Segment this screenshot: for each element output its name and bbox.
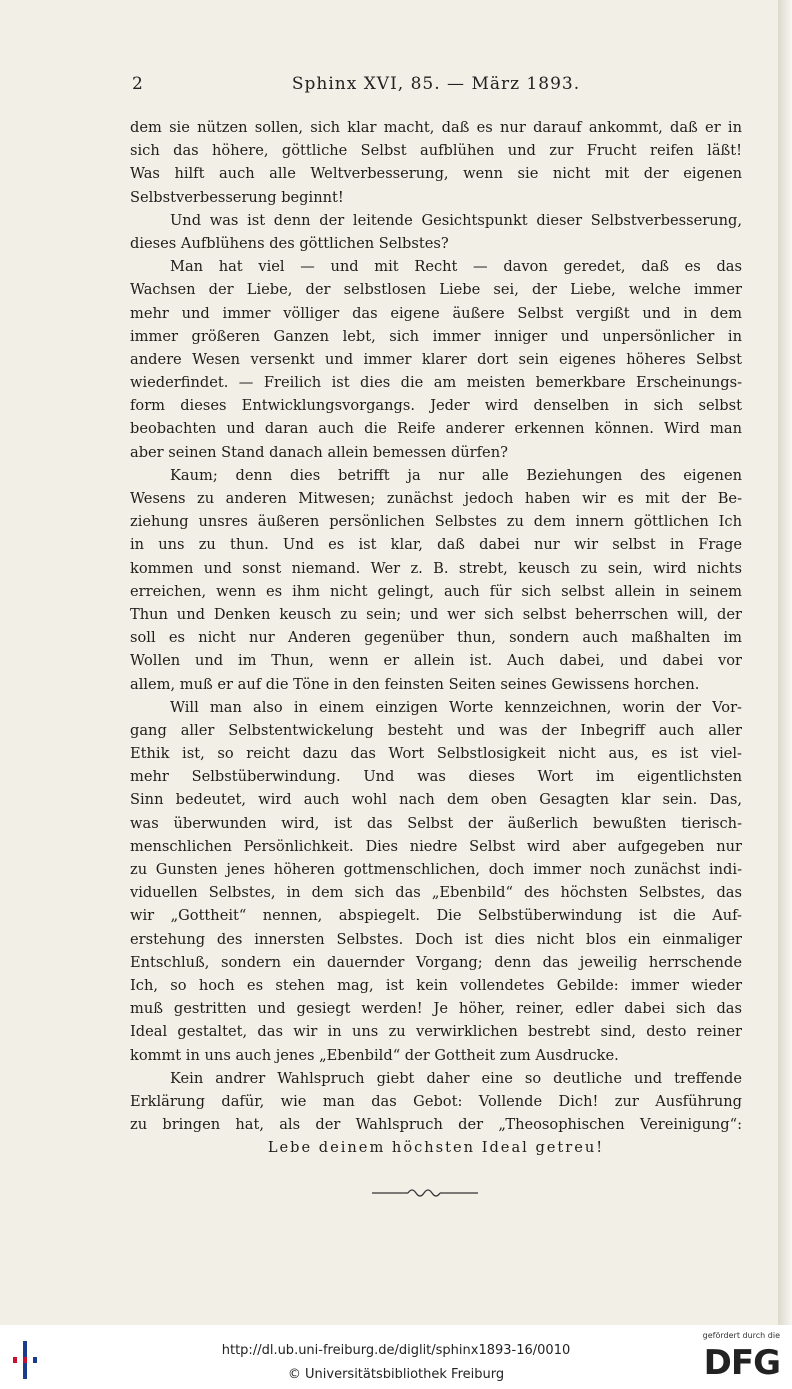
text-line: sich das höhere, göttliche Selbst aufblühen und zur Frucht reifen läßt! xyxy=(130,142,742,160)
text-line: erstehung des innersten Selbstes. Doch ist dies nicht blos ein einmaliger xyxy=(130,930,742,948)
text-line: Ethik ist, so reicht dazu das Wort Selbstlosigkeit nicht aus, es ist viel- xyxy=(130,745,742,763)
text-line: allem, muß er auf die Töne in den feinsten Seiten seines Gewissens horchen. xyxy=(130,675,700,693)
text-line: menschlichen Persönlichkeit. Dies niedre Selbst wird aber aufgegeben nur xyxy=(130,837,742,855)
footer-bar xyxy=(0,1325,792,1389)
text-line: Erklärung dafür, wie man das Gebot: Vollende Dich! zur Ausführung xyxy=(130,1092,742,1110)
page-number: 2 xyxy=(132,74,143,94)
text-line: soll es nicht nur Anderen gegenüber thun, sondern auch maßhalten im xyxy=(130,629,742,647)
motto-line: Lebe deinem höchsten Ideal getreu! xyxy=(267,1139,605,1157)
text-line: Kaum; denn dies betrifft ja nur alle Beziehungen des eigenen xyxy=(170,466,742,484)
text-line: Thun und Denken keusch zu sein; und wer sich selbst beherrschen will, der xyxy=(130,605,742,623)
text-line: Kein andrer Wahlspruch giebt daher eine so deutliche und treffende xyxy=(170,1069,742,1087)
text-line: muß gestritten und gesiegt werden! Je höher, reiner, edler dabei sich das xyxy=(130,1000,742,1018)
text-line: dem sie nützen sollen, sich klar macht, daß es nur darauf ankommt, daß er in xyxy=(130,119,742,136)
source-url[interactable]: http://dl.ub.uni-freiburg.de/diglit/sphinx1893-16/0010 xyxy=(221,1343,571,1358)
text-line: Sinn bedeutet, wird auch wohl nach dem oben Gesagten klar sein. Das, xyxy=(130,791,742,809)
text-line: wiederfindet. — Freilich ist dies die am meisten bemerkbare Erscheinungs- xyxy=(130,374,742,392)
text-line: Wachsen der Liebe, der selbstlosen Liebe sei, der Liebe, welche immer xyxy=(130,281,742,299)
text-line: Entschluß, sondern ein dauernder Vorgang; denn das jeweilig herrschende xyxy=(130,953,742,971)
body-text xyxy=(130,116,742,1159)
text-line: kommt in uns auch jenes „Ebenbild“ der Gottheit zum Ausdrucke. xyxy=(130,1046,619,1064)
page-edge xyxy=(778,0,792,1325)
text-line: gang aller Selbstentwickelung besteht und was der Inbegriff auch aller xyxy=(130,721,742,739)
text-line: wir „Gottheit“ nennen, abspiegelt. Die Selbstüberwindung ist die Auf- xyxy=(130,907,742,925)
text-line: andere Wesen versenkt und immer klarer dort sein eigenes höheres Selbst xyxy=(130,350,742,368)
copyright-notice: © Universitätsbibliothek Freiburg xyxy=(287,1367,505,1382)
running-head: Sphinx XVI, 85. — März 1893. xyxy=(291,74,581,94)
text-line: dieses Aufblühens des göttlichen Selbstes? xyxy=(130,234,449,252)
text-line: ziehung unsres äußeren persönlichen Selbstes zu dem innern göttlichen Ich xyxy=(130,513,742,531)
text-line: Ideal gestaltet, das wir in uns zu verwirklichen bestrebt sind, desto reiner xyxy=(130,1023,742,1041)
text-line: Man hat viel — und mit Recht — davon geredet, daß es das xyxy=(170,258,742,276)
dfg-caption: gefördert durch die xyxy=(702,1331,780,1340)
text-line: Ich, so hoch es stehen mag, ist kein vollendetes Gebilde: immer wieder xyxy=(130,976,742,994)
text-line: Was hilft auch alle Weltverbesserung, wenn sie nicht mit der eigenen xyxy=(130,165,742,183)
ornament-divider xyxy=(370,1183,480,1203)
text-line: Und was ist denn der leitende Gesichtspunkt dieser Selbstverbesserung, xyxy=(170,211,742,229)
text-line: immer größeren Ganzen lebt, sich immer inniger und unpersönlicher in xyxy=(130,327,742,345)
text-line: aber seinen Stand danach allein bemessen dürfen? xyxy=(130,443,508,461)
text-line: zu bringen hat, als der Wahlspruch der „Theosophischen Vereinigung“: xyxy=(130,1116,742,1134)
text-line: Wollen und im Thun, wenn er allein ist. Auch dabei, und dabei vor xyxy=(130,652,742,670)
text-line: mehr Selbstüberwindung. Und was dieses Wort im eigentlichsten xyxy=(130,768,742,786)
text-line: kommen und sonst niemand. Wer z. B. strebt, keusch zu sein, wird nichts xyxy=(130,559,742,577)
text-line: mehr und immer völliger das eigene äußere Selbst vergißt und in dem xyxy=(130,304,742,322)
text-line: Selbstverbesserung beginnt! xyxy=(130,188,344,206)
dfg-logo: DFG xyxy=(703,1343,780,1383)
text-line: zu Gunsten jenes höheren gottmenschlichen, doch immer noch zunächst indi- xyxy=(130,861,742,878)
text-line: Will man also in einem einzigen Worte kennzeichnen, worin der Vor- xyxy=(170,698,742,716)
text-line: erreichen, wenn es ihm nicht gelingt, auch für sich selbst allein in seinem xyxy=(130,582,742,600)
text-line: form dieses Entwicklungsvorgangs. Jeder wird denselben in sich selbst xyxy=(130,397,742,415)
text-line: viduellen Selbstes, in dem sich das „Ebenbild“ des höchsten Selbstes, das xyxy=(130,884,742,902)
text-line: was überwunden wird, ist das Selbst der äußerlich bewußten tierisch- xyxy=(130,814,742,832)
page-header xyxy=(130,74,742,100)
text-line: in uns zu thun. Und es ist klar, daß dabei nur wir selbst in Frage xyxy=(130,536,742,554)
text-line: Wesens zu anderen Mitwesen; zunächst jedoch haben wir es mit der Be- xyxy=(130,490,742,507)
text-line: beobachten und daran auch die Reife anderer erkennen können. Wird man xyxy=(130,420,742,438)
